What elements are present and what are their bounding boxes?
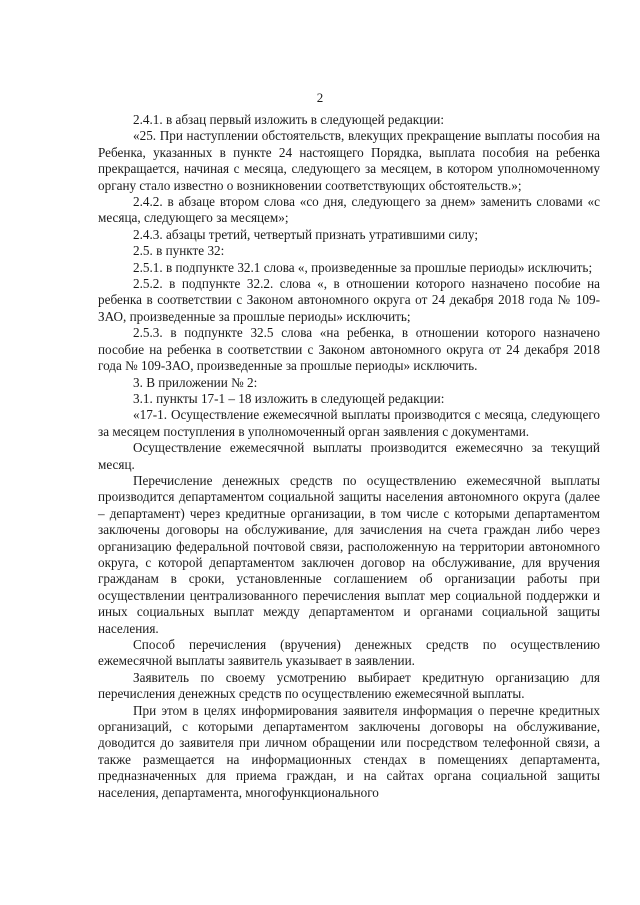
paragraph: 2.4.2. в абзаце втором слова «со дня, следующего за днем» заменить словами «с месяца, следующего за месяцем»; — [98, 194, 600, 226]
paragraph: 2.5.2. в подпункте 32.2. слова «, в отношении которого назначено пособие на ребенка в соответствии с Законом автономного округа от 24 декабря 2018 года № 109-ЗАО, произведенные за прошлые периоды» исключить; — [98, 276, 600, 324]
page-number: 2 — [316, 90, 324, 105]
paragraph: «17-1. Осуществление ежемесячной выплаты производится с месяца, следующего за месяцем поступления в уполномоченный орган заявления с документами. — [98, 407, 600, 439]
paragraph: Перечисление денежных средств по осуществлению ежемесячной выплаты производится департаментом социальной защиты населения автономного округа (далее – департамент) через кредитные организации, в том числе с которыми департаментом заключены договоры на обслуживание, для зачисления на счета граждан либо через организацию федеральной почтовой связи, расположенную на территории автономного округа, с которой департаментом заключен договор на обслуживание, для вручения гражданам в сроки, установленные соглашением об организации работы при осуществлении централизованного перечисления выплат мер социальной поддержки и иных социальных выплат между департаментом и органами социальной защиты населения. — [98, 472, 600, 636]
paragraph: При этом в целях информирования заявителя информация о перечне кредитных организаций, с которыми департаментом заключены договоры на обслуживание, доводится до заявителя при личном обращении или посредством телефонной связи, а также размещается на информационных стендах в помещениях департамента, предназначенных для приема граждан, и на сайтах органа социальной защиты населения, департамента, многофункционального — [98, 702, 600, 800]
paragraph: 2.5.3. в подпункте 32.5 слова «на ребенка, в отношении которого назначено пособие на ребенка в соответствии с Законом автономного округа от 24 декабря 2018 года № 109-ЗАО, произведенные за прошлые периоды» исключить. — [98, 325, 600, 374]
paragraph: Способ перечисления (вручения) денежных средств по осуществлению ежемесячной выплаты заявитель указывает в заявлении. — [98, 637, 600, 669]
paragraph: «25. При наступлении обстоятельств, влекущих прекращение выплаты пособия на Ребенка, указанных в пункте 24 настоящего Порядка, выплата пособия на ребенка прекращается, начиная с месяца, следующего за месяцем, в котором уполномоченному органу стало известно о возникновении соответствующих обстоятельств.»; — [98, 128, 600, 193]
document-body — [98, 112, 600, 801]
paragraph: 2.4.3. абзацы третий, четвертый признать утратившими силу; — [133, 226, 479, 242]
paragraph: Заявитель по своему усмотрению выбирает кредитную организацию для перечисления денежных средств по осуществлению ежемесячной выплаты. — [98, 669, 600, 702]
paragraph: 3. В приложении № 2: — [133, 374, 258, 390]
paragraph: 2.4.1. в абзац первый изложить в следующей редакции: — [133, 112, 445, 127]
paragraph: Осуществление ежемесячной выплаты производится ежемесячно за текущий месяц. — [98, 440, 600, 472]
paragraph: 3.1. пункты 17-1 – 18 изложить в следующей редакции: — [133, 390, 445, 406]
paragraph: 2.5. в пункте 32: — [133, 243, 225, 259]
paragraph: 2.5.1. в подпункте 32.1 слова «, произведенные за прошлые периоды» исключить; — [133, 259, 593, 275]
